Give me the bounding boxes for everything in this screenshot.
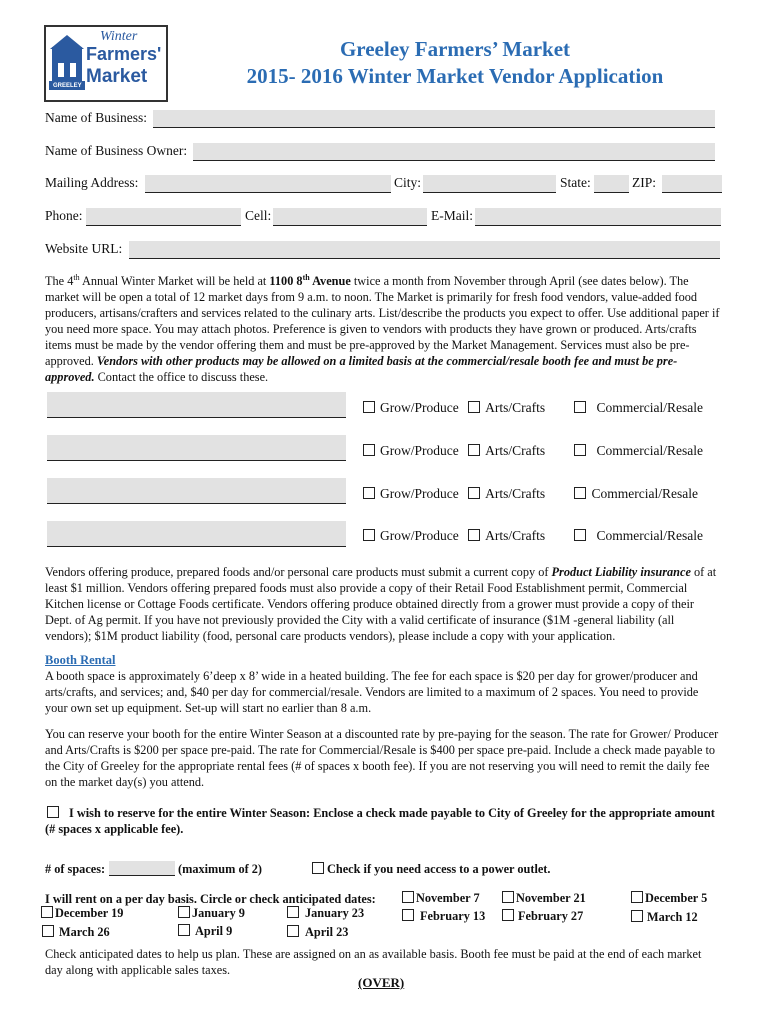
zip-label: ZIP: (632, 175, 657, 190)
date-checkbox[interactable] (502, 891, 514, 903)
reserve-season-row: I wish to reserve for the entire Winter Season: Enclose a check made payable to City of Greeley for the appropriate amount (# spaces x applicable fee). (45, 806, 715, 836)
page-subtitle: 2015- 2016 Winter Market Vendor Application (246, 64, 664, 88)
intro-paragraph: The 4th Annual Winter Market will be held at 1100 8th Avenue twice a month from November through April (see dates below). The market will be open a total of 12 market days from 9 a.m. to noon. The Market is primarily for fresh food vendors, value-added food producers, artisans/crafters and services related to the culinary arts. List/describe the products you expect to offer. Use additional paper if you need more space. You may attach photos. Preference is given to vendors with products they have grown or produced. Arts/crafts items must be made by the vendor offering them and must be pre-approved by the Market Management. Services must also be pre-approved. Vendors with other products may be allowed on a limited basis at the commercial/resale booth fee and must be pre-approved. Contact the office to discuss these. (45, 273, 720, 385)
date-jan-9: January 9 (178, 906, 245, 921)
logo-line1: Winter (100, 29, 138, 44)
arts-checkbox-4[interactable] (468, 529, 480, 541)
page-title: Greeley Farmers’ Market (339, 37, 571, 61)
booth-rental-heading: Booth Rental (45, 653, 116, 667)
power-checkbox[interactable] (312, 862, 324, 874)
product-row-2: Grow/Produce Arts/Crafts Commercial/Resale (363, 443, 703, 459)
date-apr-9: April 9 (178, 924, 232, 939)
product-row-1: Grow/Produce Arts/Crafts Commercial/Resale (363, 400, 703, 416)
product-input-2[interactable] (47, 435, 346, 461)
date-checkbox[interactable] (287, 925, 299, 937)
product-row-4: Grow/Produce Arts/Crafts Commercial/Resale (363, 528, 703, 544)
date-checkbox[interactable] (41, 906, 53, 918)
state-label: State: (560, 175, 591, 190)
business-name-label: Name of Business: (45, 110, 147, 125)
grow-checkbox-3[interactable] (363, 487, 375, 499)
date-checkbox[interactable] (402, 909, 414, 921)
business-name-input[interactable] (153, 110, 715, 128)
date-dec-5: December 5 (631, 891, 707, 906)
commercial-checkbox-3[interactable] (574, 487, 586, 499)
email-label: E-Mail: (431, 208, 473, 223)
date-nov-7: November 7 (402, 891, 480, 906)
booth-paragraph-2: You can reserve your booth for the entire Winter Season at a discounted rate by pre-paying for the season. The rate for Grower/ Producer and Arts/Crafts is $200 per space pre-paid. The rate for Commercial/Resale is $400 per space pre-paid. Include a check made payable to the City of Greeley for the appropriate rental fees (# of spaces x booth fee). If you are not reserving you will need to remit the daily fee on the market day(s) you attend. (45, 727, 719, 789)
power-row: Check if you need access to a power outlet. (312, 861, 550, 877)
date-feb-13: February 13 (402, 909, 485, 924)
commercial-checkbox-1[interactable] (574, 401, 586, 413)
cell-input[interactable] (273, 208, 427, 226)
date-checkbox[interactable] (402, 891, 414, 903)
date-checkbox[interactable] (178, 924, 190, 936)
logo-badge: GREELEY (53, 83, 82, 89)
owner-label: Name of Business Owner: (45, 143, 188, 158)
date-checkbox[interactable] (631, 910, 643, 922)
product-input-3[interactable] (47, 478, 346, 504)
phone-label: Phone: (45, 208, 83, 223)
insurance-paragraph: Vendors offering produce, prepared foods and/or personal care products must submit a current copy of Product Liability insurance of at least $1 million. Vendors offering prepared foods must also provide a copy of their Retail Food Establishment permit, Commercial Kitchen license or Cottage Foods certificate. Vendors offering produce obtained directly from a grower must provide a copy of their Dept. of Ag permit. If you have not previously provided the City with a valid certificate of insurance ($1M -general liability (all vendors); $1M product liability (food, personal care products vendors), please include a copy with your application. (45, 565, 717, 643)
per-day-label: I will rent on a per day basis. Circle or check anticipated dates: (45, 892, 376, 906)
arts-checkbox-3[interactable] (468, 487, 480, 499)
city-label: City: (394, 175, 422, 190)
date-jan-23: January 23 (287, 906, 364, 921)
spaces-input[interactable] (109, 861, 175, 876)
grow-checkbox-1[interactable] (363, 401, 375, 413)
date-nov-21: November 21 (502, 891, 586, 906)
reserve-season-checkbox[interactable] (47, 806, 59, 818)
spaces-label: # of spaces: (45, 862, 106, 876)
market-logo (44, 25, 168, 102)
owner-input[interactable] (193, 143, 715, 161)
commercial-checkbox-4[interactable] (574, 529, 586, 541)
date-checkbox[interactable] (287, 906, 299, 918)
product-row-3: Grow/Produce Arts/Crafts Commercial/Resale (363, 486, 698, 502)
product-input-1[interactable] (47, 392, 346, 418)
logo-line2: Farmers' (86, 44, 162, 64)
state-input[interactable] (594, 175, 629, 193)
email-input[interactable] (475, 208, 721, 226)
mailing-input[interactable] (145, 175, 391, 193)
zip-input[interactable] (662, 175, 722, 193)
over-label: (OVER) (358, 975, 405, 990)
booth-paragraph-1: A booth space is approximately 6’deep x 8’ wide in a heated building. The fee for each space is $20 per day for grower/producer and arts/crafts, and services; and, $40 per day for commercial/resale. Vendors are limited to a maximum of 2 spaces. You need to provide your own set up equipment. Set-up will start no earlier than 8 a.m. (45, 669, 699, 715)
grow-checkbox-2[interactable] (363, 444, 375, 456)
date-apr-23: April 23 (287, 925, 348, 940)
date-checkbox[interactable] (631, 891, 643, 903)
date-feb-27: February 27 (502, 909, 583, 924)
website-label: Website URL: (45, 241, 123, 256)
website-input[interactable] (129, 241, 720, 259)
grow-checkbox-4[interactable] (363, 529, 375, 541)
logo-line3: Market (86, 66, 148, 87)
date-mar-12: March 12 (631, 910, 698, 925)
product-input-4[interactable] (47, 521, 346, 547)
date-checkbox[interactable] (502, 909, 514, 921)
date-checkbox[interactable] (42, 925, 54, 937)
cell-label: Cell: (245, 208, 272, 223)
arts-checkbox-2[interactable] (468, 444, 480, 456)
date-mar-26: March 26 (42, 925, 110, 940)
arts-checkbox-1[interactable] (468, 401, 480, 413)
date-dec-19: December 19 (41, 906, 123, 921)
mailing-label: Mailing Address: (45, 175, 139, 190)
date-checkbox[interactable] (178, 906, 190, 918)
phone-input[interactable] (86, 208, 241, 226)
commercial-checkbox-2[interactable] (574, 444, 586, 456)
city-input[interactable] (423, 175, 556, 193)
footer-note: Check anticipated dates to help us plan. These are assigned on an as available basis. Booth fee must be paid at the end of each market day along with applicable sales taxes. (45, 947, 702, 977)
spaces-max: (maximum of 2) (178, 862, 263, 876)
